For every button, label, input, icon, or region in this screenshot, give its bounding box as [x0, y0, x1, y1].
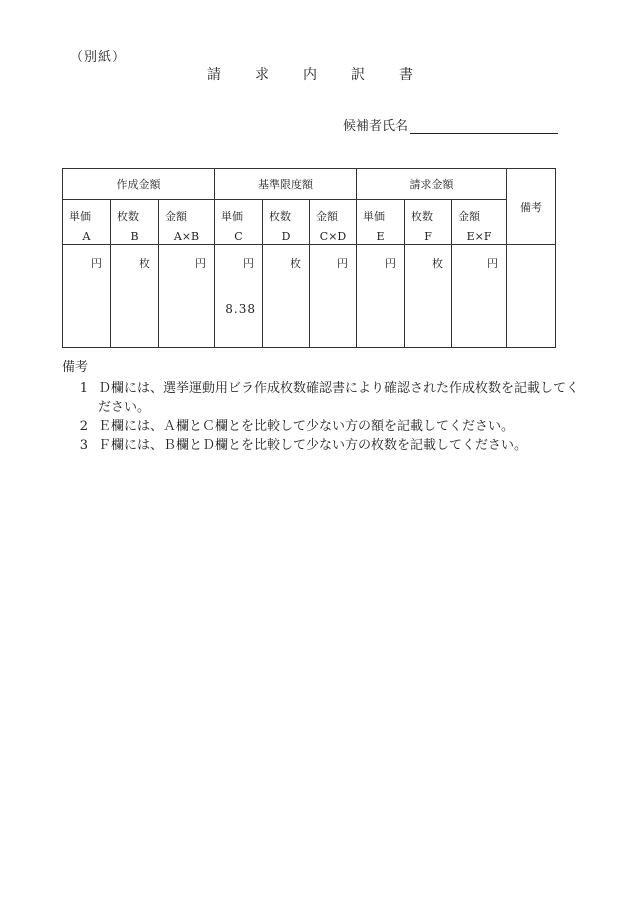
- column-label: 金額: [458, 210, 481, 223]
- candidate-name-field[interactable]: [410, 119, 558, 134]
- cell-value: 8.38: [225, 302, 256, 316]
- column-label: 単価: [221, 210, 243, 223]
- column-letter: A: [82, 230, 91, 243]
- candidate-name-label: 候補者氏名: [343, 119, 409, 134]
- column-letter: C×D: [319, 230, 347, 243]
- column-letter: E×F: [466, 230, 492, 243]
- column-letter: B: [130, 230, 139, 243]
- note-number: 1: [79, 381, 88, 396]
- cell-amount-cxd[interactable]: [310, 245, 357, 348]
- unit-label: 円: [243, 257, 254, 270]
- unit-label: 枚: [432, 257, 444, 270]
- unit-label: 枚: [139, 257, 150, 270]
- cell-amount-exf[interactable]: [452, 245, 507, 348]
- column-label: 枚数: [411, 210, 434, 223]
- column-header-e: [357, 200, 405, 245]
- notes-section: [62, 356, 582, 455]
- column-letter: E: [376, 230, 385, 243]
- note-number: 3: [79, 438, 88, 453]
- column-header-a: [63, 200, 111, 245]
- unit-label: 円: [337, 257, 349, 270]
- claim-breakdown-table: [62, 168, 556, 348]
- note-item: [62, 436, 582, 455]
- cell-unit-price-a[interactable]: [63, 245, 111, 348]
- notes-heading: 備考: [62, 360, 89, 375]
- column-label: 金額: [316, 210, 338, 223]
- column-label: 単価: [69, 210, 91, 223]
- cell-amount-axb[interactable]: [159, 245, 215, 348]
- cell-unit-price-e[interactable]: [357, 245, 405, 348]
- column-header-f: [405, 200, 452, 245]
- column-label: 枚数: [117, 210, 139, 223]
- unit-label: 円: [487, 257, 499, 270]
- cell-count-d[interactable]: [263, 245, 310, 348]
- group-header-standard-limit: 基準限度額: [215, 169, 357, 200]
- column-header-axb: [159, 200, 215, 245]
- column-label: 金額: [165, 210, 187, 223]
- column-label: 単価: [363, 210, 386, 223]
- group-header-claim-amount: 請求金額: [357, 169, 507, 200]
- cell-unit-price-c[interactable]: [215, 245, 263, 348]
- column-header-exf: [452, 200, 507, 245]
- document-title: 請 求 内 訳 書: [207, 67, 423, 83]
- column-letter: D: [281, 230, 291, 243]
- annex-label: （別紙）: [70, 50, 127, 65]
- unit-label: 円: [91, 257, 102, 270]
- unit-label: 円: [195, 257, 206, 270]
- column-letter: F: [424, 230, 432, 243]
- column-header-b: [111, 200, 159, 245]
- column-letter: A×B: [173, 230, 200, 243]
- column-header-d: [263, 200, 310, 245]
- note-text: Ｄ欄には、選挙運動用ビラ作成枚数確認書により確認された作成枚数を記載してください。: [98, 381, 580, 415]
- note-text: Ｅ欄には、Ａ欄とＣ欄とを比較して少ない方の額を記載してください。: [98, 419, 515, 434]
- cell-count-b[interactable]: [111, 245, 159, 348]
- unit-label: 円: [385, 257, 397, 270]
- column-label: 枚数: [269, 210, 291, 223]
- remarks-column-header: 備考: [507, 169, 556, 245]
- group-header-creation-amount: 作成金額: [63, 169, 215, 200]
- candidate-name-row: [343, 116, 558, 134]
- cell-remarks[interactable]: [507, 245, 556, 348]
- note-item: [62, 417, 582, 436]
- column-header-cxd: [310, 200, 357, 245]
- column-header-c: [215, 200, 263, 245]
- column-letter: C: [234, 230, 243, 243]
- note-text: Ｆ欄には、Ｂ欄とＤ欄とを比較して少ない方の枚数を記載してください。: [98, 438, 528, 453]
- note-number: 2: [79, 419, 88, 434]
- unit-label: 枚: [290, 257, 301, 270]
- cell-count-f[interactable]: [405, 245, 452, 348]
- note-item: [62, 379, 582, 417]
